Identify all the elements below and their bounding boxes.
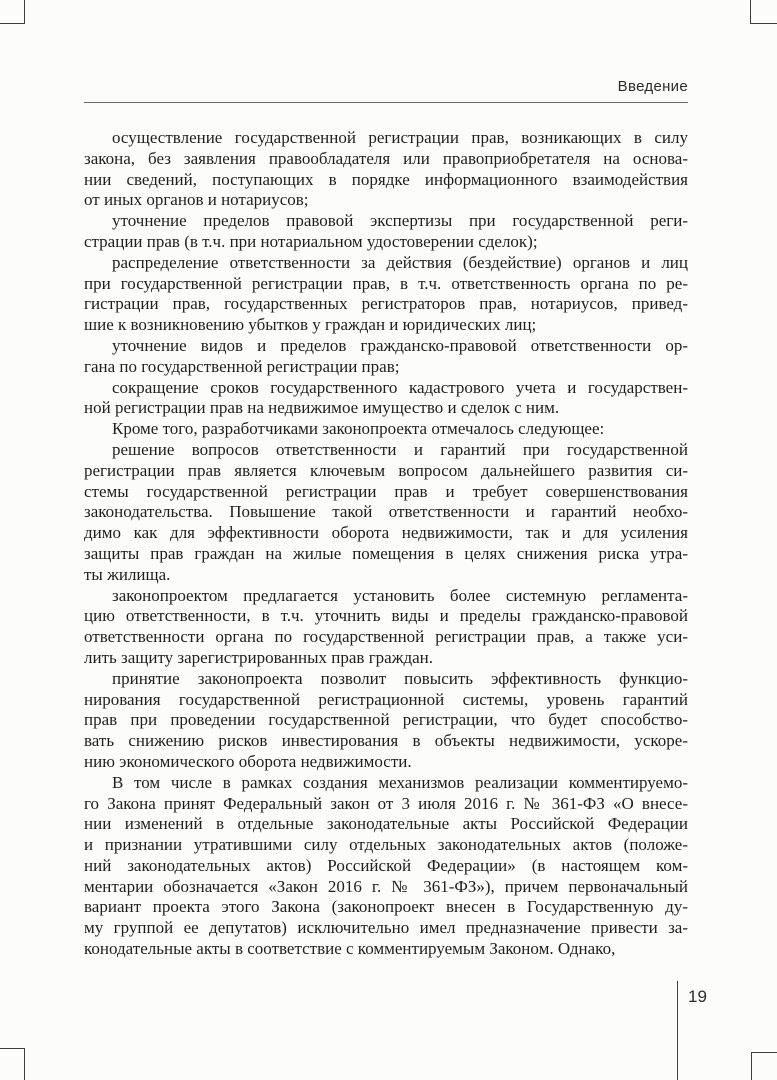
text-line: закона, без заявления правообладателя или правоприобретателя на основа- — [84, 148, 688, 168]
text-line: прав при проведении государственной регистрации, что будет способство- — [84, 710, 688, 730]
text-line: от иных органов и нотариусов; — [84, 190, 309, 210]
header-rule — [84, 102, 688, 103]
text-line: гистрации прав, государственных регистраторов прав, нотариусов, привед- — [84, 294, 688, 314]
page-number-divider — [677, 981, 678, 1080]
text-line: сокращение сроков государственного кадастрового учета и государствен- — [112, 377, 688, 397]
text-line: защиты прав граждан на жилые помещения в целях снижения риска утра- — [84, 543, 688, 563]
text-line: и признании утратившими силу отдельных законодательных актов (положе- — [84, 835, 688, 855]
body-text — [84, 128, 688, 960]
text-line: конодательные акты в соответствие с комментируемым Законом. Однако, — [84, 939, 616, 959]
scan-frame-corner-bottom-left — [0, 1048, 25, 1080]
text-line: нии изменений в отдельные законодательные акты Российской Федерации — [84, 814, 688, 834]
text-line: вариант проекта этого Закона (законопроект внесен в Государственную ду- — [84, 897, 688, 917]
text-line: ты жилища. — [84, 564, 171, 584]
text-line: при государственной регистрации прав, в т.ч. ответственность органа по ре- — [84, 273, 688, 293]
text-line: гана по государственной регистрации прав; — [84, 356, 400, 376]
running-header-title: Введение — [617, 78, 688, 95]
text-line: ответственности органа по государственной регистрации прав, а также уси- — [84, 627, 688, 647]
text-line: ментарии обозначается «Закон 2016 г. № 361-ФЗ»), причем первоначальный — [84, 876, 688, 896]
text-line: ний законодательных актов) Российской Федерации» (в настоящем ком- — [84, 855, 688, 875]
text-line: уточнение пределов правовой экспертизы при государственной реги- — [112, 211, 688, 231]
text-line: регистрации прав является ключевым вопросом дальнейшего развития си- — [84, 460, 688, 480]
text-line: му группой ее депутатов) исключительно имел предназначение привести за- — [84, 918, 688, 938]
scan-frame-corner-top-left — [0, 0, 25, 24]
text-line: стемы государственной регистрации прав и требует совершенствования — [84, 481, 688, 501]
text-line: нию экономического оборота недвижимости. — [84, 751, 412, 771]
text-line: законодательства. Повышение такой ответственности и гарантий необхо- — [84, 502, 688, 522]
page-number: 19 — [688, 987, 707, 1006]
text-line: го Закона принят Федеральный закон от 3 июля 2016 г. № 361-ФЗ «О внесе- — [84, 793, 688, 813]
text-line: шие к возникновению убытков у граждан и юридических лиц; — [84, 315, 537, 335]
text-line: нирования государственной регистрационной системы, уровень гарантий — [84, 689, 688, 709]
text-line: осуществление государственной регистрации прав, возникающих в силу — [112, 128, 688, 147]
text-line: В том числе в рамках создания механизмов реализации комментируемо- — [112, 772, 688, 792]
text-line: законопроектом предлагается установить более системную регламента- — [112, 585, 688, 605]
scan-frame-corner-bottom-right — [751, 1052, 777, 1080]
text-line: димо как для эффективности оборота недвижимости, так и для усиления — [84, 523, 688, 543]
text-line: решение вопросов ответственности и гарантий при государственной — [112, 439, 688, 459]
text-line: уточнение видов и пределов гражданско-правовой ответственности ор- — [112, 335, 688, 355]
text-line: нии сведений, поступающих в порядке информационного взаимодействия — [84, 169, 688, 189]
text-line: цию ответственности, в т.ч. уточнить виды и пределы гражданско-правовой — [84, 606, 688, 626]
text-line: принятие законопроекта позволит повысить эффективность функцио- — [112, 668, 688, 688]
text-line: распределение ответственности за действия (бездействие) органов и лиц — [112, 252, 688, 272]
text-line: Кроме того, разработчиками законопроекта отмечалось следующее: — [112, 419, 605, 439]
text-line: ной регистрации прав на недвижимое имущество и сделок с ним. — [84, 398, 560, 418]
scan-frame-corner-top-right — [750, 0, 777, 24]
text-line: вать снижению рисков инвестирования в объекты недвижимости, ускоре- — [84, 731, 688, 751]
text-line: лить защиту зарегистрированных прав граждан. — [84, 647, 434, 667]
text-line: страции прав (в т.ч. при нотариальном удостоверении сделок); — [84, 231, 538, 251]
running-header — [84, 78, 688, 95]
